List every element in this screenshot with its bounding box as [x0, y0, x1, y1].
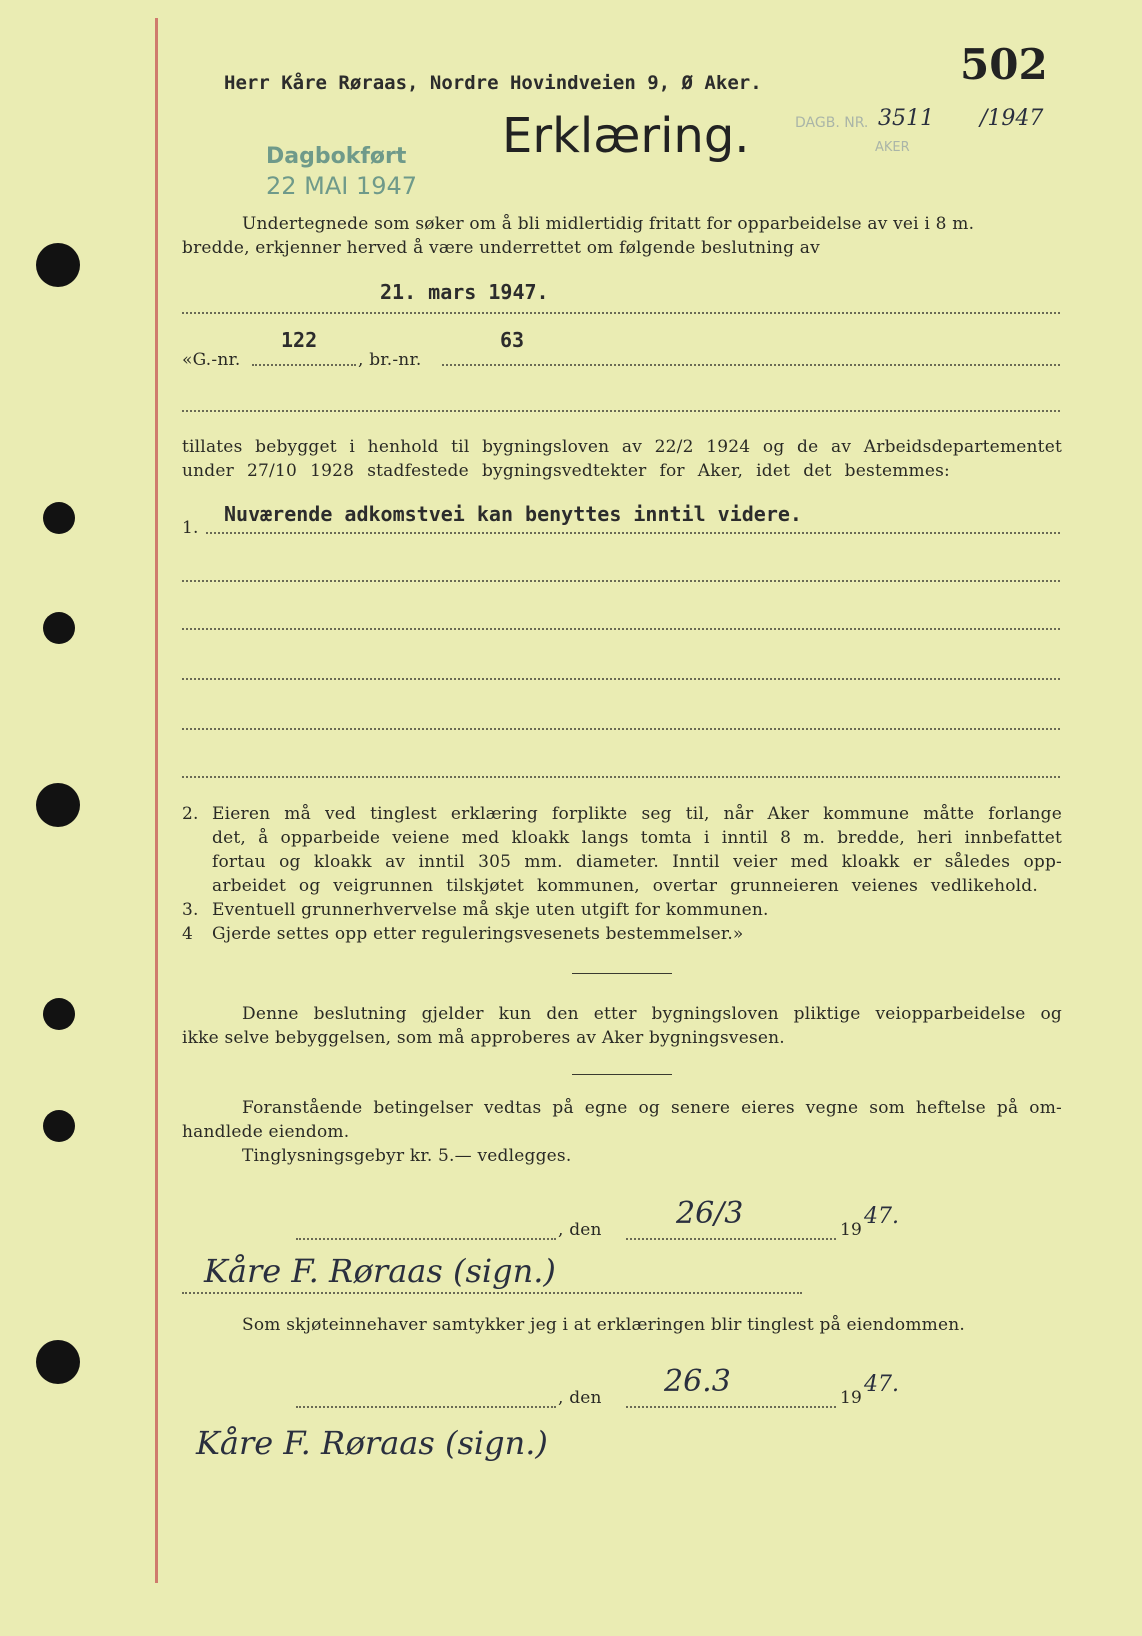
- date-dotted-line: [626, 1406, 836, 1408]
- signature-1-year: 47.: [864, 1204, 899, 1229]
- signature-1-date: 26/3: [676, 1196, 744, 1231]
- separator-rule: [572, 973, 672, 974]
- decision-date: 21. mars 1947.: [380, 280, 549, 304]
- dotted-line: [182, 410, 1060, 412]
- signature-1: Kåre F. Røraas (sign.): [204, 1252, 556, 1290]
- condition-2-line: det, å opparbeide veiene med kloakk langs tomta i inntil 8 m. bredde, heri innbefattet: [212, 828, 1062, 848]
- place-dotted-line: [296, 1238, 556, 1240]
- punch-hole: [43, 612, 75, 644]
- dagb-number: 3511: [878, 106, 934, 131]
- den-label: , den: [558, 1220, 602, 1240]
- signature-2-year: 47.: [864, 1372, 899, 1397]
- stamp-label: Dagbokført: [266, 144, 407, 169]
- gnr-label: «G.-nr.: [182, 350, 241, 370]
- punch-hole: [36, 783, 80, 827]
- dagb-place: AKER: [875, 140, 910, 155]
- condition-1-number: 1.: [182, 518, 199, 538]
- den-label: , den: [558, 1388, 602, 1408]
- condition-2-line: fortau og kloakk av inntil 305 mm. diameter. Inntil veier med kloakk er således opp-: [212, 852, 1062, 872]
- margin-line: [155, 18, 158, 1583]
- condition-2-line: Eieren må ved tinglest erklæring forplikte seg til, når Aker kommune måtte forlange: [212, 804, 1062, 824]
- permit-line-1: tillates bebygget i henhold til bygningsloven av 22/2 1924 og de av Arbeidsdepartementet: [182, 437, 1062, 457]
- document-title: Erklæring.: [502, 108, 750, 164]
- page-number: 502: [960, 40, 1048, 89]
- signature-dotted-line: [182, 1292, 802, 1294]
- permit-line-2: under 27/10 1928 stadfestede bygningsvedtekter for Aker, idet det bestemmes:: [182, 461, 950, 481]
- brnr-value: 63: [500, 328, 525, 352]
- dagb-year: /1947: [980, 106, 1044, 131]
- dotted-line: [182, 628, 1060, 630]
- year-prefix: 19: [840, 1388, 863, 1408]
- intro-line-1: Undertegnede som søker om å bli midlertidig fritatt for opparbeidelse av vei i 8 m.: [242, 214, 975, 234]
- punch-hole: [43, 998, 75, 1030]
- dagb-label: DAGB. NR.: [795, 115, 869, 131]
- punch-hole: [36, 1340, 80, 1384]
- condition-2-line: arbeidet og veigrunnen tilskjøtet kommunen, overtar grunneieren veienes vedlikehold.: [212, 876, 1038, 896]
- encumbrance-line-1: Foranstående betingelser vedtas på egne og senere eieres vegne som heftelse på om-: [242, 1098, 1062, 1118]
- addressee-line: Herr Kåre Røraas, Nordre Hovindveien 9, Ø Aker.: [224, 72, 762, 94]
- year-prefix: 19: [840, 1220, 863, 1240]
- dotted-line: [252, 364, 356, 366]
- dotted-line: [182, 728, 1060, 730]
- intro-line-2: bredde, erkjenner herved å være underrettet om følgende beslutning av: [182, 238, 820, 258]
- condition-3-text: Eventuell grunnerhvervelse må skje uten utgift for kommunen.: [212, 900, 769, 920]
- encumbrance-line-2: handlede eiendom.: [182, 1122, 350, 1142]
- condition-4-text: Gjerde settes opp etter reguleringsvesenets bestemmelser.»: [212, 924, 744, 944]
- separator-rule: [572, 1074, 672, 1075]
- dotted-line: [182, 580, 1060, 582]
- condition-3-number: 3.: [182, 900, 199, 920]
- punch-hole: [36, 243, 80, 287]
- dotted-line: [182, 776, 1060, 778]
- scope-line-2: ikke selve bebyggelsen, som må approberes av Aker bygningsvesen.: [182, 1028, 785, 1048]
- signature-2-date: 26.3: [664, 1364, 731, 1399]
- condition-1-text: Nuværende adkomstvei kan benyttes inntil videre.: [224, 502, 802, 526]
- brnr-label: , br.-nr.: [358, 350, 422, 370]
- fee-text: Tinglysningsgebyr kr. 5.— vedlegges.: [242, 1146, 572, 1166]
- date-dotted-line: [626, 1238, 836, 1240]
- dotted-line: [206, 532, 1060, 534]
- place-dotted-line: [296, 1406, 556, 1408]
- scope-line-1: Denne beslutning gjelder kun den etter bygningsloven pliktige veiopparbeidelse og: [242, 1004, 1062, 1024]
- dotted-line: [442, 364, 1060, 366]
- punch-hole: [43, 502, 75, 534]
- signature-2: Kåre F. Røraas (sign.): [196, 1424, 548, 1462]
- stamp-date: 22 MAI 1947: [266, 172, 418, 200]
- dotted-line: [182, 678, 1060, 680]
- punch-hole: [43, 1110, 75, 1142]
- consent-text: Som skjøteinnehaver samtykker jeg i at erklæringen blir tinglest på eiendommen.: [242, 1315, 965, 1335]
- condition-4-number: 4: [182, 924, 194, 944]
- condition-2-number: 2.: [182, 804, 199, 824]
- dotted-line: [182, 312, 1060, 314]
- gnr-value: 122: [281, 328, 318, 352]
